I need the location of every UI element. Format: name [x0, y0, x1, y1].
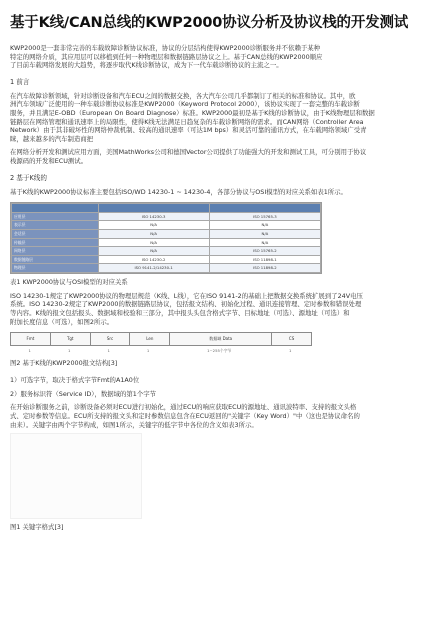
table-cell: 数据链路层: [12, 255, 99, 264]
frame-byte-count: 1: [146, 348, 150, 354]
article-title: 基于K线/CAN总线的KWP2000协议分析及协议栈的开发测试: [10, 15, 409, 31]
table-header-cell: [12, 204, 99, 213]
body-line: 在汽车故障诊断领域，针对诊断设备和汽车ECU之间的数据交换，各大汽车公司几乎都制订了相关的标准和协议。其中，欧: [10, 91, 356, 100]
intro-line: KWP2000是一套非常完善的车载故障诊断协议标准，协议的分层结构使得KWP2000诊断服务并不依赖于某种: [10, 44, 321, 52]
table-cell: N/A: [209, 229, 320, 238]
frame-byte-counts: [10, 348, 310, 354]
note-item: 2）服务标识符（Service ID），数据域的第1个字节: [10, 389, 157, 398]
body-line: 链路层在网络管理和通讯速率上的局限性，使得K线无法满足日趋复杂的车载诊断网络的需求。而CAN网络（Controller Area: [10, 117, 364, 126]
intro-line: 特定的网络介质，其应用层可以移植到任何一种物理层和数据链路层协议之上。基于CAN总线的KWP2000顺应: [10, 52, 323, 61]
table-cell: 传输层: [12, 238, 99, 247]
table-cell: 网络层: [12, 247, 99, 256]
section-1-heading: 1 前言: [10, 77, 30, 86]
frame-field: Len: [130, 333, 170, 345]
body-line: 由来）。关键字由两个字节构成，如图1所示，关键字的低字节中各位的含义如表3所示。: [10, 420, 258, 429]
body-line: 在网络分析开发和测试应用方面，美国MathWorks公司和德国Vector公司提供了功能强大的开发和测试工具，可分别用于协议: [10, 148, 367, 157]
frame-byte-count: 1: [67, 348, 71, 354]
table-cell: N/A: [98, 229, 209, 238]
body-line: 式、定时参数等信息。ECU所支持的报文头和定时参数信息包含在ECU返回的"关键字（Key Word）"中（这也是协议命名的: [10, 412, 360, 421]
note-item: 1）可选字节，取决于格式字节Fmt的A1A0位: [10, 376, 140, 385]
body-line: Network）由于其非破坏性的网络仲裁机制、较高的通讯速率（可达1M bps）和灵活可靠的通讯方式，在车载网络领域广受青: [10, 126, 367, 135]
section-1-paragraph-2: [10, 148, 430, 165]
body-line: ISO 14230-1规定了KWP2000协议的物理层规范（K线、L线），它在ISO 9141-2的基础上把数据交换系统扩展到了24V电压: [10, 291, 363, 300]
figure-caption: 图1 关键字格式[3]: [10, 523, 64, 532]
section-3-paragraph: [10, 403, 430, 429]
table-cell: N/A: [209, 221, 320, 230]
section-1-paragraph-1: [10, 92, 430, 144]
table-header-cell: [98, 204, 209, 213]
protocol-osi-table: [10, 202, 322, 274]
table-cell: N/A: [98, 247, 209, 256]
frame-field: CS: [272, 333, 311, 345]
table-caption: 表1 KWP2000协议与OSI模型的对应关系: [10, 277, 128, 286]
body-line: 在开始诊断服务之前，诊断设备必须对ECU进行初始化，通过ECU的响应获取ECU的源地址、通讯波特率、支持的报文头格: [10, 403, 357, 412]
intro-line: 了目前车载网络发展的大趋势，将逐步取代K线诊断协议，成为下一代车载诊断协议的主流之一。: [10, 61, 283, 70]
body-line: 系统。ISO 14230-2规定了KWP2000的数据链路层协议，包括报文结构、初始化过程、通讯连接管理、定时参数和错误处理: [10, 300, 362, 309]
table-cell: ISO 14230-2: [98, 255, 209, 264]
table-cell: ISO 15765-2: [209, 247, 320, 256]
section-2-heading: 2 基于K线的: [10, 173, 47, 182]
section-2-paragraph: 基于K线的KWP2000协议标准主要包括ISO/WD 14230-1 ~ 14230-4，各部分协议与OSI模型的对应关系如表1所示。: [10, 187, 347, 196]
frame-field: 数据域 Data: [170, 333, 272, 345]
frame-field: Tgt: [51, 333, 91, 345]
table-row: [12, 238, 321, 247]
table-cell: ISO 11898-1: [209, 255, 320, 264]
table-row: [12, 264, 321, 273]
frame-byte-count: 1: [289, 348, 292, 354]
table-row: [12, 212, 321, 221]
table-cell: N/A: [98, 238, 209, 247]
table-header-row: [12, 204, 321, 213]
table-cell: ISO 15765-3: [209, 212, 320, 221]
body-line: 附加长度信息（可选），如图2所示。: [10, 317, 114, 326]
table-row: [12, 255, 321, 264]
table-row: [12, 247, 321, 256]
body-line: 等内容。K线的报文包括报头、数据域和校验和三部分，其中报头头包含格式字节、目标地址（可选）、源地址（可选）和: [10, 309, 350, 318]
message-frame-diagram: [10, 332, 312, 346]
table-header-cell: [209, 204, 320, 213]
frame-field: Src: [91, 333, 131, 345]
body-line: 睐，越来越多的汽车制造商把: [10, 134, 94, 143]
frame-byte-count: 1: [107, 348, 110, 354]
figure-placeholder: [10, 433, 142, 519]
table-cell: 物理层: [12, 264, 99, 273]
table-cell: ISO 9141-2/14230-1: [98, 264, 209, 273]
table-cell: N/A: [98, 221, 209, 230]
table-cell: ISO 11898-2: [209, 264, 320, 273]
table-row: [12, 221, 321, 230]
frame-field: Fmt: [11, 333, 51, 345]
body-line: 洲汽车领域广泛使用的一种车载诊断协议标准是KWP2000（Keyword Protocol 2000），该协议实现了一套完整的车载诊断: [10, 100, 360, 109]
figure-caption: 图2 基于K线的KWP2000报文结构[3]: [10, 359, 118, 368]
body-line: 服务，并且满足E-OBD（European On Board Diagnose）标准。KWP2000最初是基于K线的诊断协议，由于K线物理层和数据: [10, 108, 375, 117]
frame-byte-count: 1~255个字节: [207, 348, 232, 354]
table-row: [12, 229, 321, 238]
table-cell: 会话层: [12, 229, 99, 238]
section-2-paragraph-2: [10, 292, 430, 326]
table-cell: 表示层: [12, 221, 99, 230]
table-cell: ISO 14230-3: [98, 212, 209, 221]
table-cell: N/A: [209, 238, 320, 247]
body-line: 栈源码的开发和ECU测试。: [10, 156, 88, 165]
intro-paragraph: [10, 44, 430, 70]
table-cell: 应用层: [12, 212, 99, 221]
frame-byte-count: 1: [28, 348, 31, 354]
